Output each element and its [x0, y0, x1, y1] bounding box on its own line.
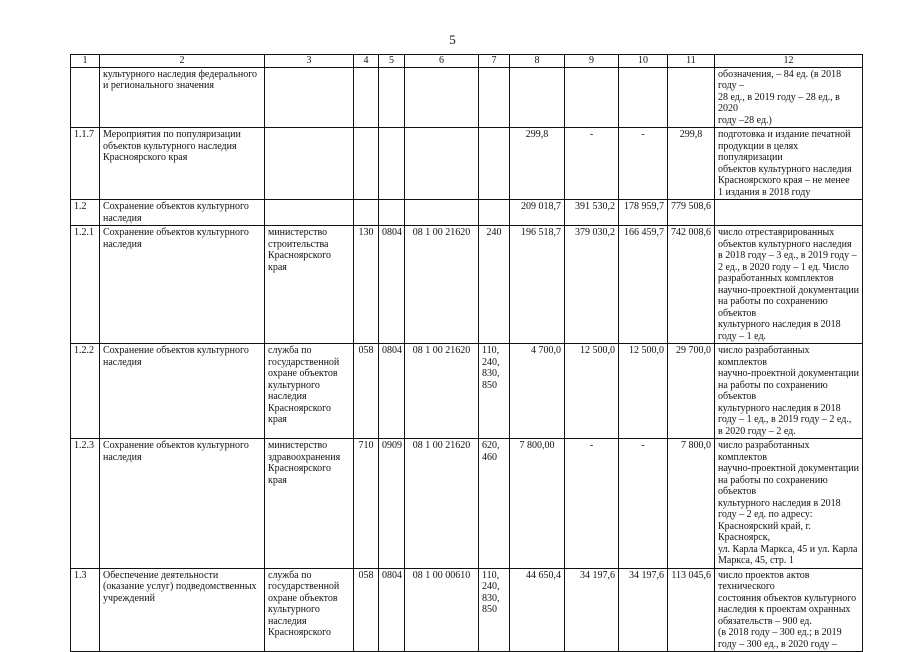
row-name: Сохранение объектов культурного наследия — [100, 439, 265, 569]
row-value-2019: 379 030,2 — [565, 226, 619, 344]
row-rzpr: 0909 — [379, 439, 405, 569]
column-header: 3 — [265, 55, 354, 68]
row-code: 1.1.7 — [71, 128, 100, 200]
row-executor: служба по государственной охране объектов культурного наследия Красноярского края — [265, 344, 354, 439]
row-value-2019: 12 500,0 — [565, 344, 619, 439]
page-number: 5 — [449, 32, 456, 47]
row-value-total: 779 508,6 — [668, 200, 715, 226]
column-header: 6 — [405, 55, 479, 68]
row-value-2019: 34 197,6 — [565, 568, 619, 652]
row-value-total: 113 045,6 — [668, 568, 715, 652]
row-executor — [265, 67, 354, 128]
table-row — [71, 344, 863, 439]
row-code: 1.2.1 — [71, 226, 100, 344]
column-header: 12 — [715, 55, 863, 68]
column-header: 7 — [479, 55, 510, 68]
row-value-total: 7 800,0 — [668, 439, 715, 569]
row-vr: 110, 240, 830, 850 — [479, 568, 510, 652]
row-csr — [405, 200, 479, 226]
row-executor: служба по государственной охране объектов культурного наследия Красноярского — [265, 568, 354, 652]
row-value-2019: 391 530,2 — [565, 200, 619, 226]
row-result: число разработанных комплектов научно-проектной документации на работы по сохранению объектов культурного наследия в 2018 году – 2 ед. по адресу: Красноярский край, г. Красноярск, ул. Карла Маркса, 45 и ул. Карла Маркса, 45, стр. 1 — [715, 439, 863, 569]
row-value-2019: - — [565, 439, 619, 569]
row-rzpr — [379, 200, 405, 226]
row-value-2020: 178 959,7 — [619, 200, 668, 226]
row-csr: 08 1 00 21620 — [405, 226, 479, 344]
row-vr — [479, 67, 510, 128]
row-result: обозначения, – 84 ед. (в 2018 году – 28 ед., в 2019 году – 28 ед., в 2020 году –28 ед.) — [715, 67, 863, 128]
table-row — [71, 128, 863, 200]
row-csr: 08 1 00 21620 — [405, 439, 479, 569]
row-executor: министерство здравоохранения Красноярского края — [265, 439, 354, 569]
row-value-2020 — [619, 67, 668, 128]
row-value-total: 29 700,0 — [668, 344, 715, 439]
row-value-2018: 7 800,00 — [510, 439, 565, 569]
column-header: 2 — [100, 55, 265, 68]
row-rzpr — [379, 128, 405, 200]
row-csr — [405, 128, 479, 200]
column-header: 1 — [71, 55, 100, 68]
row-name: Сохранение объектов культурного наследия — [100, 344, 265, 439]
row-name: Сохранение объектов культурного наследия — [100, 226, 265, 344]
table-row — [71, 568, 863, 652]
row-result — [715, 200, 863, 226]
row-value-total — [668, 67, 715, 128]
column-header: 4 — [354, 55, 379, 68]
row-value-2018: 44 650,4 — [510, 568, 565, 652]
row-vr — [479, 200, 510, 226]
row-executor — [265, 128, 354, 200]
row-result: число проектов актов технического состояния объектов культурного наследия к проектам охранных обязательств – 900 ед. (в 2018 году – 300 ед.; в 2019 году – 300 ед., в 2020 году – — [715, 568, 863, 652]
row-name: Обеспечение деятельности (оказание услуг) подведомственных учреждений — [100, 568, 265, 652]
row-name: Мероприятия по популяризации объектов культурного наследия Красноярского края — [100, 128, 265, 200]
program-table — [70, 54, 863, 652]
row-grbs — [354, 200, 379, 226]
column-header: 10 — [619, 55, 668, 68]
row-result: число отреставрированных объектов культурного наследия в 2018 году – 3 ед., в 2019 году – 2 ед., в 2020 году – 1 ед. Число разработанных комплектов научно-проектной документации на работы по сохранению объектов культурного наследия в 2018 году – 1 ед. — [715, 226, 863, 344]
row-code: 1.2 — [71, 200, 100, 226]
row-vr: 110, 240, 830, 850 — [479, 344, 510, 439]
row-rzpr: 0804 — [379, 344, 405, 439]
row-result: число разработанных комплектов научно-проектной документации на работы по сохранению объектов культурного наследия в 2018 году – 1 ед., в 2019 году – 2 ед., в 2020 году – 2 ед. — [715, 344, 863, 439]
row-value-2020: 166 459,7 — [619, 226, 668, 344]
table-row — [71, 226, 863, 344]
row-value-2018: 299,8 — [510, 128, 565, 200]
header-row — [71, 55, 863, 68]
row-value-total: 299,8 — [668, 128, 715, 200]
row-value-2019: - — [565, 128, 619, 200]
column-header: 9 — [565, 55, 619, 68]
table-row — [71, 200, 863, 226]
column-header: 11 — [668, 55, 715, 68]
row-vr: 240 — [479, 226, 510, 344]
row-value-2020: 34 197,6 — [619, 568, 668, 652]
column-header: 5 — [379, 55, 405, 68]
row-grbs — [354, 67, 379, 128]
row-rzpr: 0804 — [379, 226, 405, 344]
table-row — [71, 439, 863, 569]
row-csr: 08 1 00 00610 — [405, 568, 479, 652]
row-code: 1.2.2 — [71, 344, 100, 439]
row-value-total: 742 008,6 — [668, 226, 715, 344]
row-code: 1.2.3 — [71, 439, 100, 569]
row-code — [71, 67, 100, 128]
row-value-2018: 4 700,0 — [510, 344, 565, 439]
row-csr — [405, 67, 479, 128]
row-value-2019 — [565, 67, 619, 128]
row-rzpr: 0804 — [379, 568, 405, 652]
row-grbs: 058 — [354, 568, 379, 652]
row-value-2018: 196 518,7 — [510, 226, 565, 344]
row-code: 1.3 — [71, 568, 100, 652]
row-value-2020: - — [619, 439, 668, 569]
row-rzpr — [379, 67, 405, 128]
row-executor: министерство строительства Красноярского края — [265, 226, 354, 344]
column-header: 8 — [510, 55, 565, 68]
row-executor — [265, 200, 354, 226]
row-grbs: 058 — [354, 344, 379, 439]
row-name: культурного наследия федерального и регионального значения — [100, 67, 265, 128]
row-name: Сохранение объектов культурного наследия — [100, 200, 265, 226]
table-row — [71, 67, 863, 128]
row-result: подготовка и издание печатной продукции в целях популяризации объектов культурного наследия Красноярского края – не менее 1 издания в 2018 году — [715, 128, 863, 200]
row-value-2018: 209 018,7 — [510, 200, 565, 226]
row-value-2020: - — [619, 128, 668, 200]
row-value-2020: 12 500,0 — [619, 344, 668, 439]
row-grbs: 130 — [354, 226, 379, 344]
row-grbs — [354, 128, 379, 200]
row-value-2018 — [510, 67, 565, 128]
row-grbs: 710 — [354, 439, 379, 569]
row-csr: 08 1 00 21620 — [405, 344, 479, 439]
row-vr — [479, 128, 510, 200]
row-vr: 620, 460 — [479, 439, 510, 569]
